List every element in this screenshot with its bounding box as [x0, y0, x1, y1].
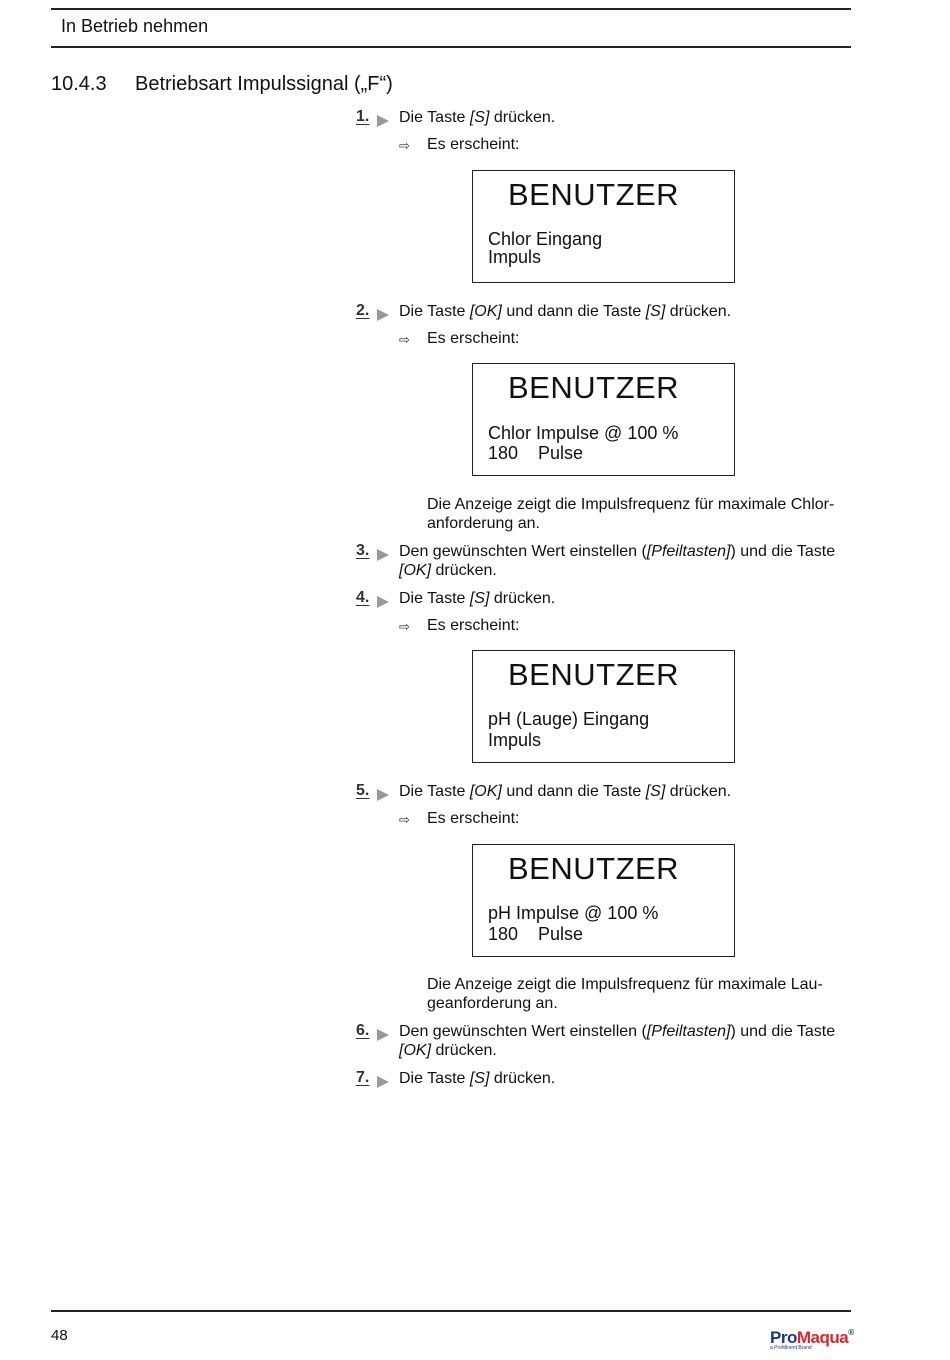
lcd-display	[472, 170, 735, 283]
note-text: Die Anzeige zeigt die Impulsfrequenz für maximale Chloranforderung an.	[427, 496, 835, 532]
lcd-line: pH (Lauge) Eingang	[488, 709, 650, 729]
step-text: Die Taste [OK] und dann die Taste [S] drücken.	[399, 783, 732, 800]
step-arrow-icon	[377, 115, 389, 127]
lcd-line: Impuls	[488, 730, 542, 750]
step-number: 6.	[356, 1022, 370, 1039]
note-text: Die Anzeige zeigt die Impulsfrequenz für maximale Laugeanforderung an.	[427, 976, 823, 1012]
step-arrow-icon	[377, 1076, 389, 1088]
step-number: 1.	[356, 108, 370, 125]
header-title: In Betrieb nehmen	[61, 16, 209, 36]
step-text: Den gewünschten Wert einstellen ([Pfeiltasten]) und die Taste [OK] drücken.	[399, 543, 836, 579]
lcd-display	[472, 650, 735, 763]
lcd-title: BENUTZER	[508, 851, 680, 886]
result-arrow-icon: ⇨	[399, 332, 410, 347]
step-arrow-icon	[377, 1029, 389, 1041]
lcd-title: BENUTZER	[508, 657, 680, 692]
step-text: Den gewünschten Wert einstellen ([Pfeiltasten]) und die Taste [OK] drücken.	[399, 1023, 836, 1059]
lcd-display	[472, 844, 735, 957]
result-arrow-icon: ⇨	[399, 812, 410, 827]
header-bottom-rule	[51, 46, 851, 48]
section-number: 10.4.3	[51, 73, 107, 95]
step-text: Die Taste [S] drücken.	[399, 109, 556, 126]
result-label: Es erscheint:	[427, 330, 520, 347]
step-text: Die Taste [OK] und dann die Taste [S] drücken.	[399, 303, 732, 320]
result-label: Es erscheint:	[427, 617, 520, 634]
result-label: Es erscheint:	[427, 136, 520, 153]
lcd-display	[472, 363, 735, 476]
lcd-line: 180 Pulse	[488, 924, 584, 944]
lcd-line: 180 Pulse	[488, 443, 584, 463]
step-number: 7.	[356, 1069, 370, 1086]
step-text: Die Taste [S] drücken.	[399, 1070, 556, 1087]
step-number: 4.	[356, 589, 370, 606]
lcd-line: Impuls	[488, 247, 542, 267]
lcd-title: BENUTZER	[508, 370, 680, 405]
page-number: 48	[51, 1327, 68, 1344]
lcd-line: Chlor Impulse @ 100 %	[488, 423, 679, 443]
logo-subtitle: a ProMinent Brand	[770, 1345, 812, 1351]
lcd-title: BENUTZER	[508, 177, 680, 212]
step-arrow-icon	[377, 549, 389, 561]
step-number: 5.	[356, 782, 370, 799]
result-label: Es erscheint:	[427, 810, 520, 827]
lcd-line: Chlor Eingang	[488, 229, 603, 249]
step-arrow-icon	[377, 789, 389, 801]
header-top-rule	[51, 8, 851, 10]
footer-rule	[51, 1310, 851, 1312]
section-title: Betriebsart Impulssignal („F“)	[135, 73, 393, 95]
step-number: 2.	[356, 302, 370, 319]
step-arrow-icon	[377, 596, 389, 608]
result-arrow-icon: ⇨	[399, 138, 410, 153]
lcd-line: pH Impulse @ 100 %	[488, 903, 659, 923]
result-arrow-icon: ⇨	[399, 619, 410, 634]
step-arrow-icon	[377, 309, 389, 321]
promaqua-logo: ProMaqua® a ProMinent Brand	[770, 1328, 854, 1351]
step-text: Die Taste [S] drücken.	[399, 590, 556, 607]
step-number: 3.	[356, 542, 370, 559]
